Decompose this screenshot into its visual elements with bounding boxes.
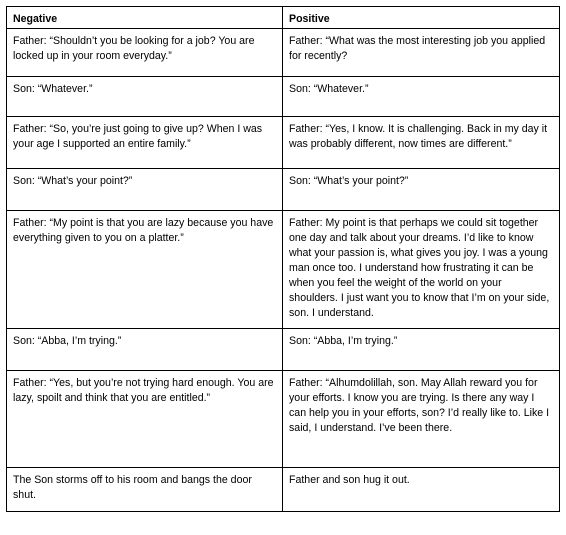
table-row xyxy=(7,117,560,169)
dialogue-comparison-table xyxy=(6,6,560,512)
table-row xyxy=(7,468,560,512)
positive-cell: Father: “What was the most interesting job you applied for recently? xyxy=(283,29,560,77)
table-row xyxy=(7,29,560,77)
positive-cell: Father: “Alhumdolillah, son. May Allah reward you for your efforts. I know you are trying. Is there any way I can help you in your efforts, son? I’d really like to. Like I said, I understand. I’ve been there. xyxy=(283,371,560,468)
header-negative: Negative xyxy=(7,7,283,29)
header-positive: Positive xyxy=(283,7,560,29)
negative-cell: Son: “What’s your point?” xyxy=(7,169,283,211)
table-row xyxy=(7,211,560,329)
negative-cell: Father: “Yes, but you’re not trying hard enough. You are lazy, spoilt and think that you are entitled.” xyxy=(7,371,283,468)
table-row xyxy=(7,329,560,371)
positive-cell: Son: “Whatever.” xyxy=(283,77,560,117)
positive-cell: Father and son hug it out. xyxy=(283,468,560,512)
table-header-row xyxy=(7,7,560,29)
positive-cell: Father: My point is that perhaps we could sit together one day and talk about your dreams. I’d like to know what your passion is, what gives you joy. I was a young man once too. I understand how frustrating it can be when you feel the weight of the world on your shoulders. I just want you to know that I’m on your side, son. I understand. xyxy=(283,211,560,329)
positive-cell: Son: “What’s your point?” xyxy=(283,169,560,211)
table-row xyxy=(7,77,560,117)
table-row xyxy=(7,169,560,211)
negative-cell: Father: “My point is that you are lazy because you have everything given to you on a platter.” xyxy=(7,211,283,329)
positive-cell: Son: “Abba, I’m trying.” xyxy=(283,329,560,371)
table-row xyxy=(7,371,560,468)
negative-cell: Father: “Shouldn’t you be looking for a job? You are locked up in your room everyday.” xyxy=(7,29,283,77)
negative-cell: Son: “Whatever.” xyxy=(7,77,283,117)
negative-cell: Father: “So, you’re just going to give up? When I was your age I supported an entire family.” xyxy=(7,117,283,169)
negative-cell: Son: “Abba, I’m trying.” xyxy=(7,329,283,371)
negative-cell: The Son storms off to his room and bangs the door shut. xyxy=(7,468,283,512)
positive-cell: Father: “Yes, I know. It is challenging. Back in my day it was probably different, now times are different.” xyxy=(283,117,560,169)
